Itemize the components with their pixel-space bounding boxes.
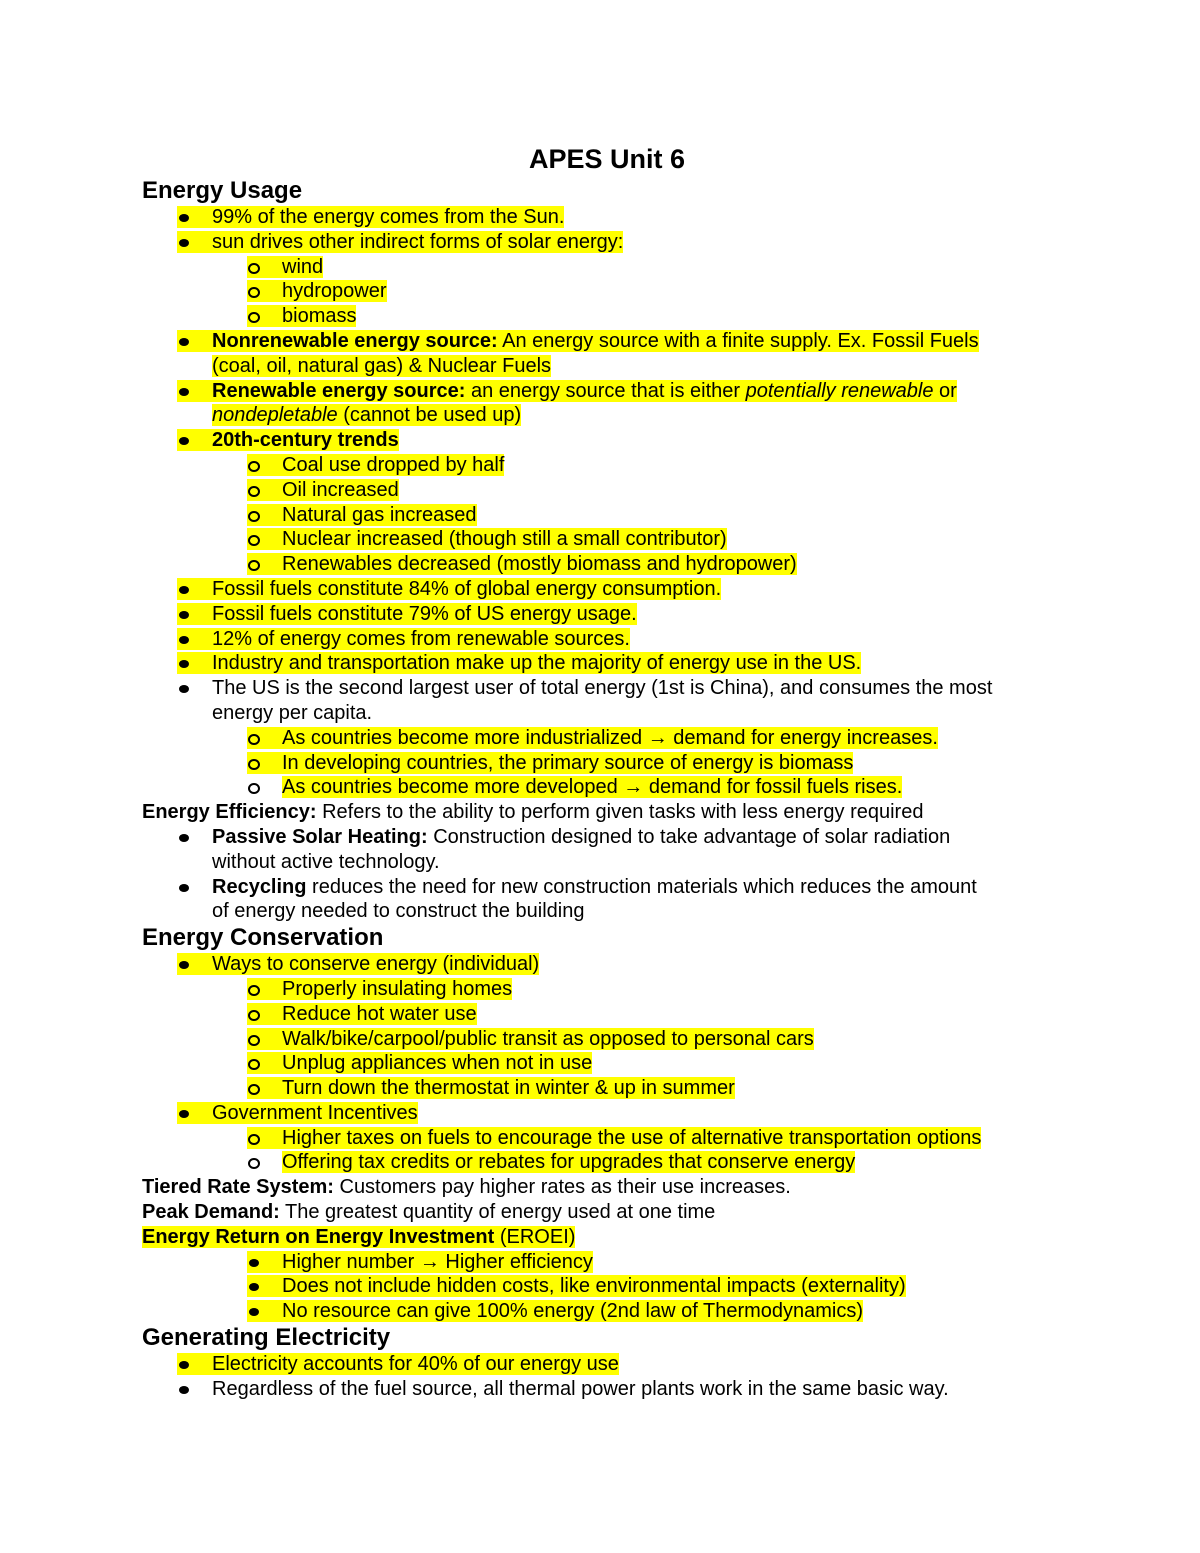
heading-energy-usage: Energy Usage — [142, 177, 303, 204]
heading-generating-electricity: Generating Electricity — [142, 1324, 391, 1352]
list-item: Regardless of the fuel source, all thermal power plants work in the same basic way. — [142, 1377, 1072, 1402]
circle-bullet-icon — [248, 783, 260, 794]
list-item-continuation: (coal, oil, natural gas) & Nuclear Fuels — [212, 354, 552, 377]
list-item-continuation: without active technology. — [212, 850, 440, 873]
definition-eroei: Energy Return on Energy Investment (EROEI) — [142, 1225, 576, 1248]
list-item: The US is the second largest user of total energy (1st is China), and consumes the most — [142, 676, 1072, 701]
bullet-icon — [179, 388, 189, 396]
circle-bullet-icon — [248, 263, 260, 274]
sub-list-item: As countries become more developed → demand for fossil fuels rises. — [142, 775, 1072, 800]
circle-bullet-icon — [248, 1158, 260, 1169]
bullet-icon — [179, 239, 189, 247]
list-item: Fossil fuels constitute 84% of global energy consumption. — [142, 577, 1072, 602]
sub-list-item: No resource can give 100% energy (2nd law of Thermodynamics) — [142, 1299, 1072, 1324]
list-item-continuation: of energy needed to construct the building — [212, 900, 585, 923]
circle-bullet-icon — [248, 1084, 260, 1095]
bullet-icon — [179, 214, 189, 222]
document-title: APES Unit 6 — [528, 144, 686, 174]
sub-list-item: Walk/bike/carpool/public transit as opposed to personal cars — [142, 1027, 1072, 1052]
sub-list-item: Reduce hot water use — [142, 1002, 1072, 1027]
definition-tiered-rate: Tiered Rate System: Customers pay higher rates as their use increases. — [142, 1176, 791, 1199]
bullet-icon — [179, 586, 189, 594]
list-item: Recycling reduces the need for new construction materials which reduces the amount — [142, 875, 1072, 900]
heading-energy-conservation: Energy Conservation — [142, 924, 384, 952]
list-item: Passive Solar Heating: Construction designed to take advantage of solar radiation — [142, 825, 1072, 850]
sub-list-item: Unplug appliances when not in use — [142, 1051, 1072, 1076]
list-item-continuation: energy per capita. — [212, 701, 373, 724]
definition-energy-efficiency: Energy Efficiency: Refers to the ability to perform given tasks with less energy required — [142, 801, 924, 824]
sub-list-item: biomass — [142, 304, 1072, 329]
sub-list-item: Higher taxes on fuels to encourage the use of alternative transportation options — [142, 1126, 1072, 1151]
circle-bullet-icon — [248, 1010, 260, 1021]
sub-list-item: In developing countries, the primary source of energy is biomass — [142, 751, 1072, 776]
list-item: sun drives other indirect forms of solar energy: — [142, 230, 1072, 255]
circle-bullet-icon — [248, 985, 260, 996]
definition-peak-demand: Peak Demand: The greatest quantity of energy used at one time — [142, 1201, 716, 1224]
document-content — [142, 143, 1072, 1402]
bullet-icon — [179, 338, 189, 346]
circle-bullet-icon — [248, 1134, 260, 1145]
circle-bullet-icon — [248, 461, 260, 472]
bullet-icon — [179, 884, 189, 892]
sub-list-item: As countries become more industrialized → demand for energy increases. — [142, 726, 1072, 751]
sub-list-item: Properly insulating homes — [142, 977, 1072, 1002]
sub-list-item: Natural gas increased — [142, 503, 1072, 528]
bullet-icon — [179, 611, 189, 619]
list-item-continuation: nondepletable (cannot be used up) — [212, 404, 522, 427]
circle-bullet-icon — [248, 734, 260, 745]
list-item: Government Incentives — [142, 1101, 1072, 1126]
list-item: Industry and transportation make up the majority of energy use in the US. — [142, 651, 1072, 676]
sub-list-item: Offering tax credits or rebates for upgrades that conserve energy — [142, 1150, 1072, 1175]
bullet-icon — [179, 1110, 189, 1118]
circle-bullet-icon — [248, 1035, 260, 1046]
sub-list-item: hydropower — [142, 279, 1072, 304]
circle-bullet-icon — [248, 759, 260, 770]
circle-bullet-icon — [248, 511, 260, 522]
sub-list-item: Renewables decreased (mostly biomass and hydropower) — [142, 552, 1072, 577]
sub-list-item: Nuclear increased (though still a small contributor) — [142, 527, 1072, 552]
sub-list-item: Oil increased — [142, 478, 1072, 503]
bullet-icon — [179, 1386, 189, 1394]
bullet-icon — [179, 636, 189, 644]
list-item: Nonrenewable energy source: An energy source with a finite supply. Ex. Fossil Fuels — [142, 329, 1072, 354]
bullet-icon — [179, 685, 189, 693]
bullet-icon — [249, 1259, 259, 1267]
sub-list-item: Coal use dropped by half — [142, 453, 1072, 478]
list-item: 12% of energy comes from renewable sources. — [142, 627, 1072, 652]
bullet-icon — [179, 834, 189, 842]
list-item: 20th-century trends — [142, 428, 1072, 453]
sub-list-item: Higher number → Higher efficiency — [142, 1250, 1072, 1275]
list-item: 99% of the energy comes from the Sun. — [142, 205, 1072, 230]
sub-list-item: Turn down the thermostat in winter & up in summer — [142, 1076, 1072, 1101]
list-item: Renewable energy source: an energy source that is either potentially renewable or — [142, 379, 1072, 404]
sub-list-item: wind — [142, 255, 1072, 280]
list-item: Fossil fuels constitute 79% of US energy usage. — [142, 602, 1072, 627]
list-item: Electricity accounts for 40% of our energy use — [142, 1352, 1072, 1377]
circle-bullet-icon — [248, 486, 260, 497]
list-item: Ways to conserve energy (individual) — [142, 952, 1072, 977]
sub-list-item: Does not include hidden costs, like environmental impacts (externality) — [142, 1274, 1072, 1299]
